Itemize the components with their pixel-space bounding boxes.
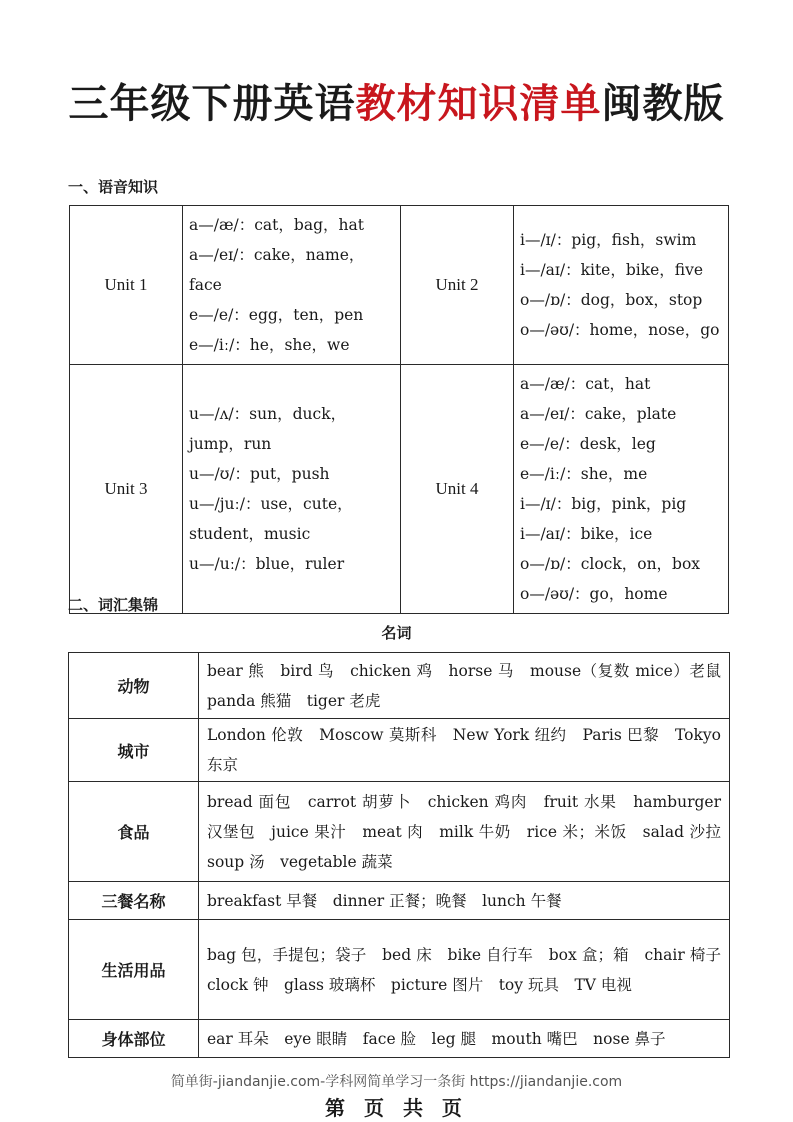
- phonetic-line: i—/ɪ/：pig，fish，swim: [520, 231, 697, 249]
- phonetic-line: e—/iː/：she，me: [520, 465, 648, 483]
- vocab-words: breakfast 早餐 dinner 正餐；晚餐 lunch 午餐: [199, 882, 730, 920]
- vocab-words: ear 耳朵 eye 眼睛 face 脸 leg 腿 mouth 嘴巴 nose 鼻子: [199, 1020, 730, 1058]
- phonetic-line: o—/əʊ/：go，home: [520, 585, 668, 603]
- unit4-lines: [514, 365, 729, 614]
- unit1-label: Unit 1: [70, 206, 183, 365]
- table-row: [69, 653, 730, 719]
- vocab-table: [68, 652, 737, 1058]
- unit2-lines: [514, 206, 729, 365]
- table-row: [69, 1020, 730, 1058]
- phonetic-line: i—/ɪ/：big，pink，pig: [520, 495, 687, 513]
- title-part3: 闽教版: [601, 81, 725, 127]
- source-footer: 简单街-jiandanjie.com-学科网简单学习一条街 https://jiandanjie.com: [170, 1074, 623, 1090]
- phonetic-line: student，music: [189, 525, 311, 543]
- vocab-words: bread 面包 carrot 胡萝卜 chicken 鸡肉 fruit 水果 hamburger 汉堡包 juice 果汁 meat 肉 milk 牛奶 rice 米；米饭 salad 沙拉 soup 汤 vegetable 蔬菜: [199, 782, 730, 882]
- unit4-label: Unit 4: [401, 365, 514, 614]
- phonetic-line: o—/ɒ/：clock，on，box: [520, 555, 701, 573]
- phonetic-line: a—/æ/：cat，hat: [520, 375, 651, 393]
- table-row: [69, 920, 730, 1020]
- page-title: [0, 72, 793, 129]
- vocab-category: 城市: [69, 719, 199, 782]
- unit3-label: Unit 3: [70, 365, 183, 614]
- phonetic-line: e—/iː/：he，she，we: [189, 336, 350, 354]
- section2-subheading: 名词: [381, 624, 412, 642]
- phonetic-line: o—/əʊ/：home，nose，go: [520, 321, 720, 339]
- phonetic-line: a—/eɪ/：cake，plate: [520, 405, 677, 423]
- vocab-category: 三餐名称: [69, 882, 199, 920]
- vocab-category: 动物: [69, 653, 199, 719]
- unit1-lines: [183, 206, 401, 365]
- phonetic-line: o—/ɒ/：dog，box，stop: [520, 291, 703, 309]
- page-number: 第 页 共 页: [325, 1096, 468, 1120]
- vocab-category: 食品: [69, 782, 199, 882]
- vocab-words: London 伦敦 Moscow 莫斯科 New York 纽约 Paris 巴黎 Tokyo 东京: [199, 719, 730, 782]
- section1-heading: 一、语音知识: [68, 178, 159, 196]
- phonetic-line: e—/e/：desk，leg: [520, 435, 656, 453]
- unit3-lines: [183, 365, 401, 614]
- section2-heading: 二、词汇集锦: [68, 596, 159, 614]
- phonetic-line: u—/ʊ/：put，push: [189, 465, 330, 483]
- title-part2: 教材知识清单: [355, 81, 602, 127]
- phonetic-line: i—/aɪ/：kite，bike，five: [520, 261, 704, 279]
- phonetics-table: [69, 205, 729, 614]
- phonetic-line: a—/æ/：cat，bag，hat: [189, 216, 364, 234]
- phonetic-line: i—/aɪ/：bike，ice: [520, 525, 653, 543]
- phonetic-line: u—/juː/：use，cute，: [189, 495, 353, 513]
- title-part1: 三年级下册英语: [68, 81, 356, 127]
- vocab-words: bag 包，手提包；袋子 bed 床 bike 自行车 box 盒；箱 chair 椅子 clock 钟 glass 玻璃杯 picture 图片 toy 玩具 TV 电视: [199, 920, 730, 1020]
- phonetic-line: e—/e/：egg，ten，pen: [189, 306, 364, 324]
- phonetic-line: jump，run: [189, 435, 272, 453]
- table-row: [69, 782, 730, 882]
- vocab-words: bear 熊 bird 鸟 chicken 鸡 horse 马 mouse（复数 mice）老鼠 panda 熊猫 tiger 老虎: [199, 653, 730, 719]
- phonetic-line: u—/uː/：blue，ruler: [189, 555, 345, 573]
- vocab-category: 身体部位: [69, 1020, 199, 1058]
- vocab-category: 生活用品: [69, 920, 199, 1020]
- unit2-label: Unit 2: [401, 206, 514, 365]
- phonetic-line: a—/eɪ/：cake，name，face: [189, 246, 365, 294]
- phonetic-line: u—/ʌ/：sun，duck，: [189, 405, 347, 423]
- table-row: [69, 882, 730, 920]
- table-row: [69, 719, 730, 782]
